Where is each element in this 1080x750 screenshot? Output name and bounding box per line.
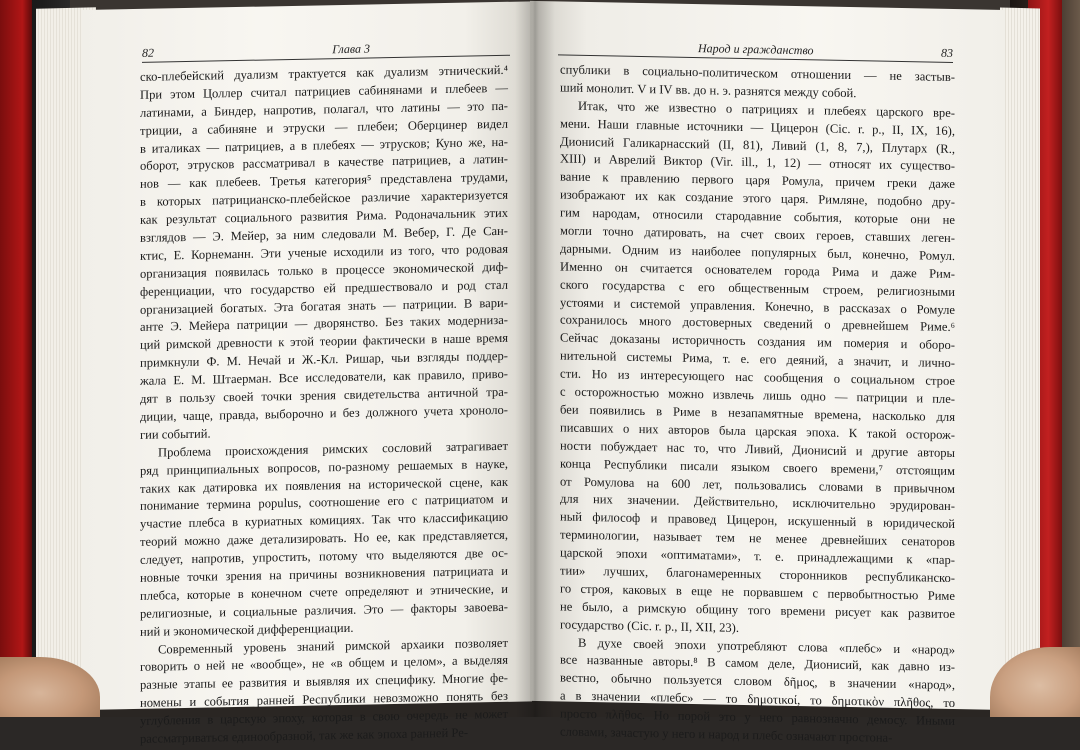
text-line: ского государства с его общественным строем, религиозными [560, 277, 955, 299]
text-line: вестно, обычно пользуется словом δῆμος, в значении «народ», [560, 670, 955, 693]
text-line: взглядов — Э. Мейер, за ним следовали М. Вебер, Г. Де Сан- [140, 223, 508, 245]
text-line: гим народам, относили стародавние события, которые они не [560, 205, 955, 228]
text-line: ный философ и правовед Цицерон, искушенный в юридической [560, 509, 955, 532]
text-line: оборот, этрусков рассматривал в качестве патрициев, а латин- [140, 152, 508, 174]
text-line: новные точки зрения на причины возникновения патрициата и [140, 563, 508, 585]
left-page-text [140, 62, 508, 749]
text-line: организация появилась только в процессе экономической диф- [140, 259, 508, 281]
left-page-number: 82 [142, 45, 154, 60]
text-line: ний и экономической дифференциации. [140, 620, 354, 639]
right-page-text [560, 61, 955, 748]
text-line: XIII) и Аврелий Виктор (Vir. ill., 1, 12) — относят их существо- [560, 151, 955, 174]
text-line: дят в пользу своей точки зрения свидетельства античной тра- [140, 384, 508, 406]
text-line: При этом Цоллер считал патрициев сабинянами и плебеев — [140, 80, 508, 102]
text-line: анте Э. Мейера патриции — дворянство. Без таких модерниза- [140, 313, 508, 335]
text-line: ференциации, что государство ей предшествовало и род стал [140, 277, 508, 299]
text-line: го строя, каковых в еще не порвавшем с первобытностью Риме [560, 581, 955, 603]
text-line: триции, а сабиняне и этруски — плебеи; Оберцинер видел [140, 116, 508, 138]
text-line: религиозные, и социальные различия. Это — факторы завоева- [140, 599, 508, 621]
text-line: Дионисий Галикарнасский (II, 81), Ливий (1, 8, 7,), Плутарх (R., [560, 134, 955, 156]
text-line: тии» лучших, благонамеренных сторонников республиканско- [560, 563, 955, 585]
text-line: рассматриваться единообразной, так же как эпоха ранней Ре- [140, 725, 469, 746]
text-line: от Ромулова на 600 лет, пользовались словами в привычном [560, 473, 955, 496]
text-line: понимание термина populus, соотношение его с патрициатом и [140, 492, 508, 514]
text-line: нительной системы Рима, т. е. его деяний, а значит, и лично- [560, 348, 955, 371]
text-line: Именно он считается основателем города Рима и даже Рим- [560, 259, 955, 281]
text-line: ряд принципиальных вопросов, по-разному решаемых в науке, [140, 456, 508, 478]
text-line: не было, а римскую общину того времени рисует как развитое [560, 599, 955, 621]
text-line: конца Республики писали языком своего времени,⁷ отстоящим [560, 456, 955, 478]
text-line: все названные авторы.⁸ В самом деле, Дионисий, как давно из- [560, 652, 955, 675]
text-line: разные этапы ее развития и выявляя их специфику. Многие фе- [140, 671, 508, 693]
text-line: таких как датировка их появления на исторической сцене, как [140, 474, 508, 496]
text-line: словами, зачастую у него и народ и плебс означают простона- [560, 724, 893, 745]
text-line: В духе своей эпохи употребляют слова «плебс» и «народ» [578, 635, 955, 657]
text-line: могли точно датировать, на счет своих героев, ставших леген- [560, 223, 955, 246]
left-page [82, 1, 532, 746]
text-line: примкнули Ф. М. Нечай и Ж.-Кл. Ришар, чьи взгляды поддер- [140, 349, 508, 371]
text-line: с осторожностью можно извлечь лишь одно — патриции и пле- [560, 384, 955, 407]
right-page-header [558, 33, 953, 61]
right-page-number: 83 [941, 45, 953, 61]
text-line: ций римской древности к этой теории фактически в наше время [140, 331, 508, 353]
text-line: в италиках — патрициев, а в плебеях — этрусков; Куно же, на- [140, 134, 508, 156]
text-line: как результат социального развития Рима. Родоначальник этих [140, 205, 508, 228]
text-line: гии событий. [140, 426, 211, 442]
text-line: ктис, Е. Корнеманн. Эти ученые исходили из того, что родовая [140, 241, 508, 263]
text-line: в которых патрицианско-плебейское различие характеризуется [140, 188, 508, 210]
text-line: сти. Но из интересующего нас сообщения о социальном строе [560, 366, 955, 389]
text-line: номены и события ранней Республики невозможно понять без [140, 689, 508, 711]
text-line: спублики в социально-политическом отношении — не застыв- [560, 62, 955, 85]
text-line: плебса, которые в конечном счете определяют и этнические, и [140, 581, 508, 603]
text-line: Проблема происхождения римских сословий затрагивает [158, 438, 508, 460]
text-line: ности побуждает нас то, что Ливий, Дионисий и другие авторы [560, 438, 955, 460]
text-line: писавших о них авторов была царская эпоха. К такой осторож- [560, 420, 955, 442]
page-edges-right [1000, 7, 1040, 708]
text-line: а в значении «плебс» — то δημοτικοί, то δημοτικὸν πλῆθος, то [560, 688, 955, 711]
text-line: беи появились в Риме в незапамятные времена, насколько для [560, 402, 955, 424]
text-line: изображают их как создание этого царя. Римляне, подобно дру- [560, 187, 955, 210]
text-line: Сейчас доказаны историчность создания им померия и оборо- [560, 330, 955, 353]
text-line: ший монолит. V и IV вв. до н. э. разнятся между собой. [560, 80, 857, 101]
text-line: сохранилось много достоверных сведений о древнейшем Риме.⁶ [560, 312, 955, 335]
text-line: мени. Наши главные источники — Цицерон (Cic. r. p., II, IX, 16), [560, 116, 955, 138]
text-line: организацией богатых. Эта богатая знать — патриции. В вари- [140, 295, 508, 317]
text-line: Современный уровень знаний римской архаики позволяет [158, 635, 508, 657]
book-cover-left-red-edge [0, 0, 32, 717]
text-line: нов — как плебеев. Третья категория⁵ представлена трудами, [140, 170, 508, 192]
text-line: царской эпохи «оптиматами», т. е. принадлежащими к «пар- [560, 545, 955, 568]
text-line: говорить о ней не «вообще», не «в общем и целом», а выделяя [140, 653, 508, 675]
text-line: для них значении. Действительно, исключительно эрудирован- [560, 491, 955, 514]
text-line: просто πλῆθος. Но порой это у него равнозначно демосу. Иными [560, 706, 955, 729]
text-line: диции, чаще, правда, выборочно и без должного учета хроноло- [140, 402, 508, 424]
left-running-head: Глава 3 [332, 41, 370, 57]
text-line: углубления в царскую эпоху, которая в свою очередь не может [140, 706, 508, 728]
text-line: ско-плебейский дуализм трактуется как дуализм этнический.⁴ [140, 62, 508, 84]
text-line: вание к правлению первого царя Ромула, причем греки даже [560, 169, 955, 192]
text-line: Итак, что же известно о патрициях и плебеях царского вре- [578, 98, 955, 120]
text-line: жала Е. М. Штаерман. Все исследователи, как правило, приво- [140, 366, 508, 389]
text-line: терминологии, называет тем не менее древнейших сенаторов [560, 527, 955, 550]
text-line: устоями и системой управления. Конечно, в рассказах о Ромуле [560, 295, 955, 317]
text-line: следует, напротив, упростить, потому что выделяются две ос- [140, 545, 508, 567]
right-running-head: Народ и гражданство [698, 41, 814, 58]
text-line: участие плебса в куриатных комициях. Так что классификацию [140, 510, 508, 532]
text-line: дарными. Одним из наиболее популярных был, конечно, Ромул. [560, 241, 955, 263]
text-line: государство (Cic. r. p., II, XII, 23). [560, 617, 739, 635]
text-line: теорий можно даже детализировать. Но ее, как представляется, [140, 527, 508, 550]
text-line: латинами, а Биндер, напротив, полагал, что латины — это па- [140, 98, 508, 120]
right-page [530, 1, 1005, 745]
